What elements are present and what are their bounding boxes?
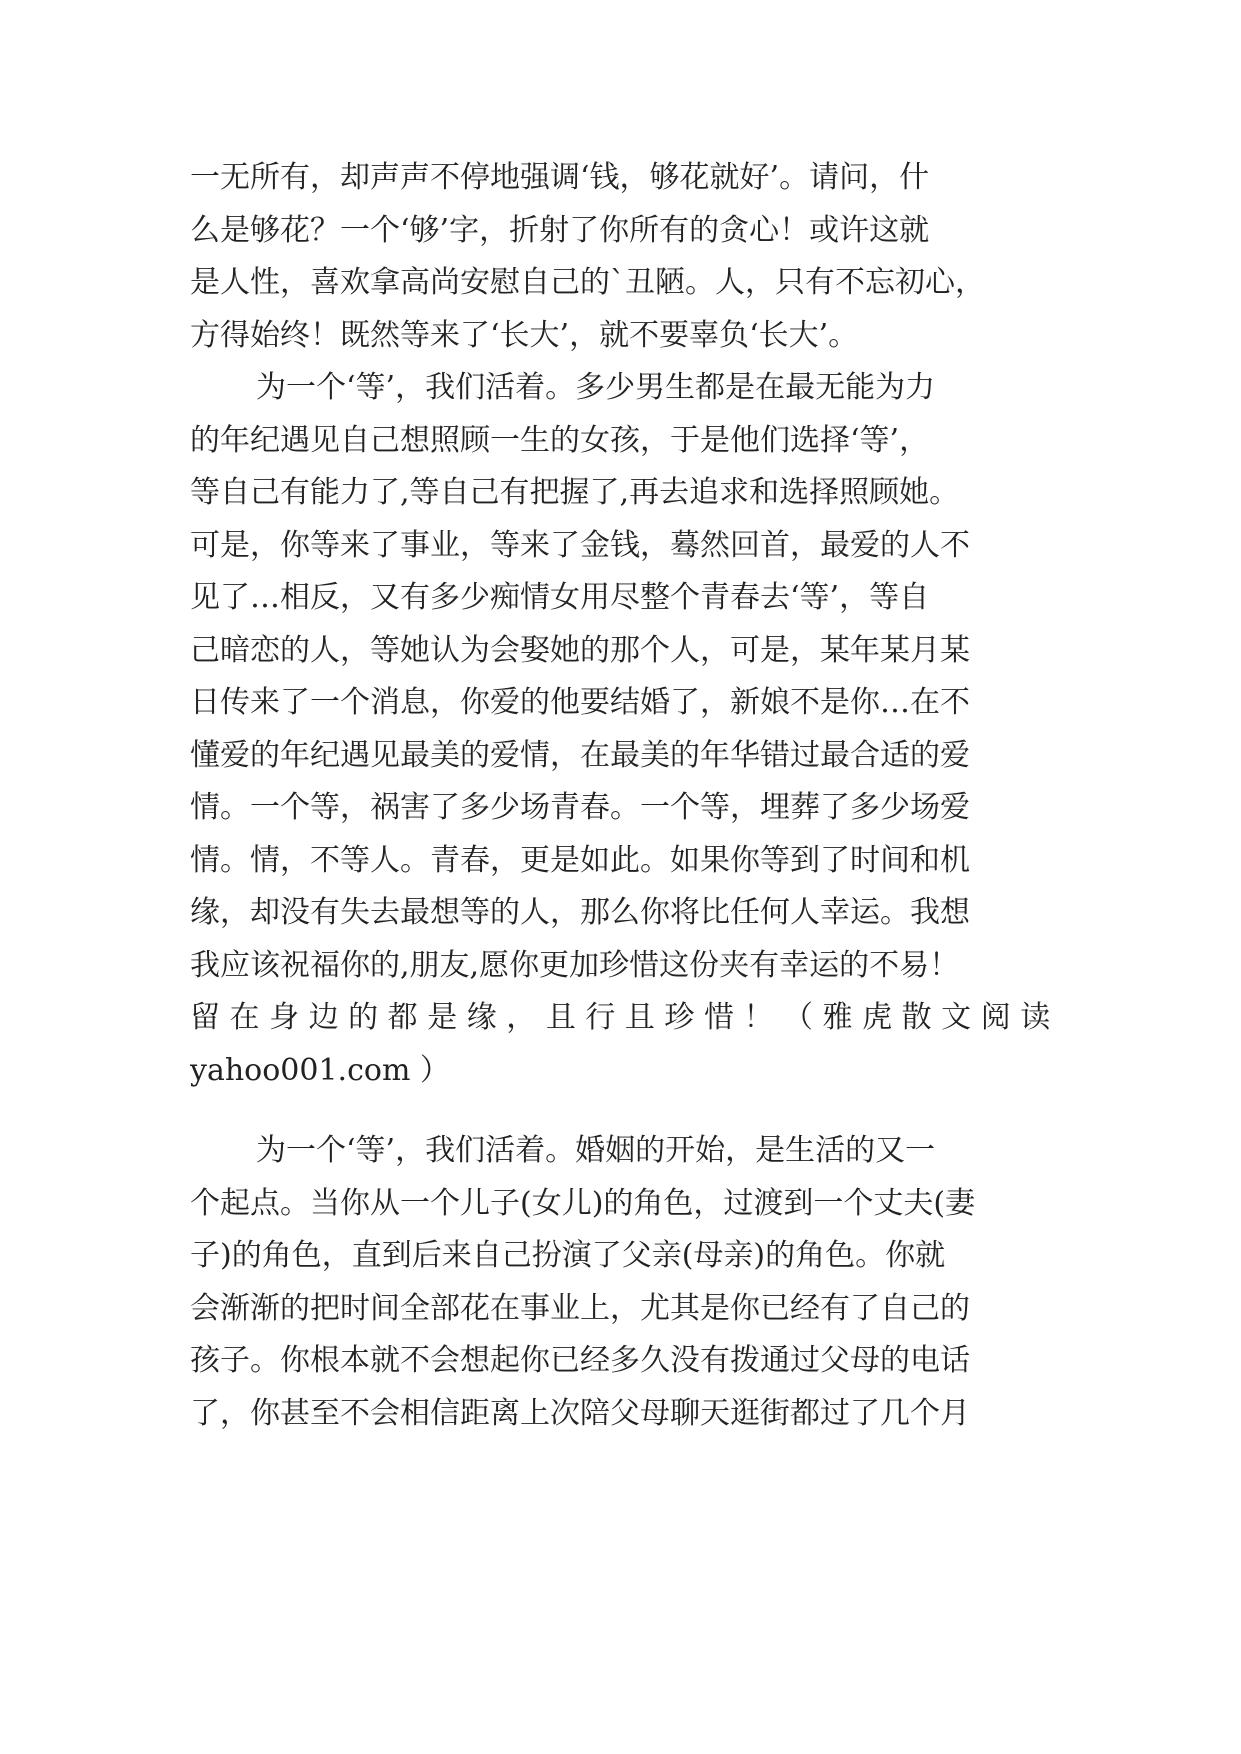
text-line: 我应该祝福你的,朋友,愿你更加珍惜这份夹有幸运的不易！ (190, 947, 960, 983)
text-line: 方得始终！既然等来了‘长大’，就不要辜负‘长大’。 (190, 317, 859, 353)
text-line: 的年纪遇见自己想照顾一生的女孩，于是他们选择‘等’， (190, 422, 930, 458)
text-line: 缘，却没有失去最想等的人，那么你将比任何人幸运。我想 (190, 895, 970, 930)
text-line: 为一个‘等’，我们活着。多少男生都是在最无能为力 (256, 370, 936, 405)
text-line: 情。一个等，祸害了多少场青春。一个等，埋葬了多少场爱 (190, 790, 970, 825)
text-line: 留 在 身 边 的 都 是 缘 ， 且 行 且 珍 惜 ！ （ 雅 虎 散 文 阅 读 (190, 1000, 1050, 1035)
body-text (190, 152, 1050, 1440)
paragraph (190, 152, 1050, 362)
text-line: 么是够花？一个‘够’字，折射了你所有的贪心！或许这就 (190, 212, 930, 248)
text-line: 孩子。你根本就不会想起你已经多久没有拨通过父母的电话 (190, 1343, 970, 1378)
text-line: 懂爱的年纪遇见最美的爱情，在最美的年华错过最合适的爱 (190, 737, 970, 773)
paragraph (190, 362, 1050, 1097)
text-line: yahoo001.com ） (190, 1052, 450, 1088)
text-line: 子)的角色，直到后来自己扮演了父亲(母亲)的角色。你就 (190, 1238, 946, 1273)
text-line: 见了…相反，又有多少痴情女用尽整个青春去‘等’，等自 (190, 580, 930, 615)
text-line: 己暗恋的人，等她认为会娶她的那个人，可是，某年某月某 (190, 632, 970, 668)
text-line: 等自己有能力了,等自己有把握了,再去追求和选择照顾她。 (190, 475, 960, 510)
text-line: 为一个‘等’，我们活着。婚姻的开始，是生活的又一 (256, 1133, 936, 1168)
text-line: 是人性，喜欢拿高尚安慰自己的`丑陋。人，只有不忘初心， (190, 265, 985, 300)
text-line: 个起点。当你从一个儿子(女儿)的角色，过渡到一个丈夫(妻 (190, 1185, 976, 1221)
text-line: 情。情，不等人。青春，更是如此。如果你等到了时间和机 (190, 842, 970, 878)
text-line: 了，你甚至不会相信距离上次陪父母聊天逛街都过了几个月 (190, 1395, 970, 1431)
text-line: 日传来了一个消息，你爱的他要结婚了，新娘不是你…在不 (190, 685, 970, 720)
text-line: 一无所有，却声声不停地强调‘钱，够花就好’。请问，什 (190, 160, 930, 195)
text-line: 可是，你等来了事业，等来了金钱，蓦然回首，最爱的人不 (190, 527, 970, 563)
text-line: 会渐渐的把时间全部花在事业上，尤其是你已经有了自己的 (190, 1290, 970, 1326)
paragraph (190, 1125, 1050, 1440)
paragraph-spacer (190, 1097, 1050, 1125)
